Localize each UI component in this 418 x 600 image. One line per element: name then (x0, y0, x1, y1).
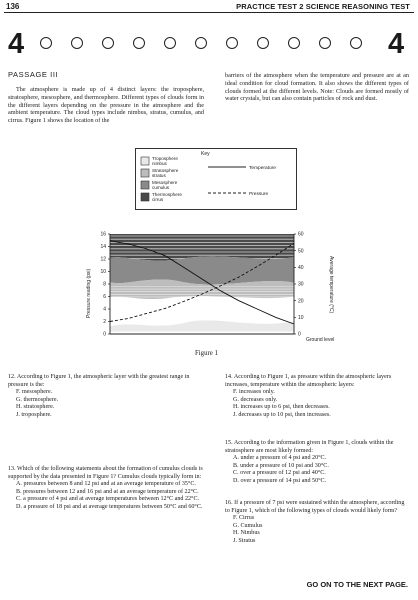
question-stem: According to the information given in Figure 1, clouds within the stratosphere are most likely formed: (225, 440, 394, 454)
question-number: 15. (225, 440, 233, 446)
banner-circle (195, 37, 207, 49)
section-number-right: 4 (388, 28, 405, 60)
answer-option[interactable]: F. increases only. (233, 389, 275, 396)
page-number: 136 (6, 2, 20, 11)
legend-label: Thermosphere (152, 192, 182, 197)
answer-option[interactable]: B. under a pressure of 10 psi and 30°C. (233, 462, 329, 469)
answer-option[interactable]: J. Stratus (233, 537, 256, 544)
answer-option[interactable]: F. mesosphere. (16, 389, 53, 396)
running-title: PRACTICE TEST 2 SCIENCE REASONING TEST (236, 2, 410, 11)
y2-axis-label: Average temperature (°C) (328, 256, 334, 314)
mesosphere-band (110, 256, 294, 284)
y-tick-label: 4 (103, 306, 106, 313)
y2-tick-label: 10 (298, 315, 304, 322)
banner-circle (350, 37, 362, 49)
banner-circle (164, 37, 176, 49)
question-13 (8, 466, 204, 512)
y-tick-label: 16 (100, 231, 106, 238)
legend-sublabel: stratus (152, 173, 166, 178)
answer-option[interactable]: J. troposphere. (16, 411, 52, 418)
legend-graphic (136, 149, 296, 209)
legend-swatch-troposphere (141, 157, 149, 165)
header-rule (4, 12, 414, 13)
y-tick-label: 12 (100, 256, 106, 263)
answer-option[interactable]: G. thermosphere. (16, 396, 59, 403)
y2-tick-label: 60 (298, 231, 304, 238)
legend-sublabel: nimbus (152, 161, 167, 166)
question-stem: According to Figure 1, the atmospheric layer with the greatest range in pressure is the: (8, 374, 190, 388)
answer-option[interactable]: B. pressures between 12 and 16 psi and at an average temperature of 22°C. (16, 488, 199, 495)
question-12 (8, 374, 204, 420)
y-tick-label: 10 (100, 269, 106, 276)
banner-circle (257, 37, 269, 49)
y-tick-label: 14 (100, 244, 106, 251)
question-14 (225, 374, 410, 420)
question-number: 12. (8, 374, 16, 380)
section-number-left: 4 (8, 28, 25, 60)
legend-swatch-mesosphere (141, 181, 149, 189)
answer-option[interactable]: A. under a pressure of 4 psi and 20°C. (233, 455, 327, 462)
y-axis-label: Pressure reading (psi) (86, 268, 92, 318)
y2-tick-label: 50 (298, 248, 304, 255)
figure-caption: Figure 1 (195, 350, 218, 357)
figure-legend (135, 148, 297, 210)
banner-circle (133, 37, 145, 49)
legend-label: Stratosphere (152, 168, 179, 173)
answer-option[interactable]: J. decreases up to 10 psi, then increases. (233, 411, 331, 418)
y2-tick-label: 30 (298, 281, 304, 288)
legend-swatch-thermosphere (141, 193, 149, 201)
legend-line-label: Temperature (249, 166, 276, 171)
y-tick-label: 0 (103, 331, 106, 338)
banner-circle (288, 37, 300, 49)
question-number: 14. (225, 374, 233, 380)
page-header (0, 0, 418, 14)
answer-option[interactable]: H. stratosphere. (16, 404, 55, 411)
banner-circle (40, 37, 52, 49)
answer-option[interactable]: H. increases up to 6 psi, then decreases. (233, 404, 330, 411)
y-tick-label: 6 (103, 294, 106, 301)
y2-tick-label: 0 (298, 331, 301, 338)
legend-line-label: Pressure (249, 192, 269, 197)
legend-label: Mesosphere (152, 180, 178, 185)
legend-sublabel: cirrus (152, 197, 164, 202)
answer-option[interactable]: A. pressures between 8 and 12 psi and at an average temperature of 35°C. (16, 481, 196, 488)
answer-option[interactable]: C. a pressure of 4 psi and at average temperatures between 12°C and 22°C. (16, 496, 200, 503)
legend-sublabel: cumulus (152, 185, 170, 190)
question-number: 16. (225, 500, 233, 506)
banner-circle (319, 37, 331, 49)
next-page-footer: GO ON TO THE NEXT PAGE. (306, 580, 408, 589)
passage-title: PASSAGE III (8, 70, 59, 79)
answer-option[interactable]: F. Cirrus (233, 515, 255, 522)
legend-label: Troposphere (152, 156, 178, 161)
legend-title: Key (201, 151, 210, 157)
answer-option[interactable]: H. Nimbus (233, 530, 260, 537)
y-tick-label: 2 (103, 319, 106, 326)
banner-circle (102, 37, 114, 49)
answer-option[interactable]: G. decreases only. (233, 396, 278, 403)
question-16 (225, 500, 410, 546)
answer-option[interactable]: D. over a pressure of 14 psi and 50°C. (233, 477, 327, 484)
passage-text-right: barriers of the atmosphere when the temperature and pressure are at an ideal condition for cloud formation. It also shows the different types of clouds formed at the different levels. Note: Clouds are formed mostly of water crystals, but can also contain particles of rock and dust. (225, 72, 409, 103)
question-15 (225, 440, 410, 486)
banner-circle (226, 37, 238, 49)
layer-bands (110, 234, 294, 334)
question-stem: According to Figure 1, as pressure within the atmospheric layers increases, temperature within the atmospheric layers: (225, 374, 392, 388)
banner-circle (71, 37, 83, 49)
legend-swatch-stratosphere (141, 169, 149, 177)
y2-tick-label: 40 (298, 265, 304, 272)
y-tick-label: 8 (103, 281, 106, 288)
answer-option[interactable]: C. over a pressure of 12 psi and 40°C. (233, 470, 326, 477)
question-number: 13. (8, 466, 16, 472)
atmosphere-chart (84, 226, 344, 348)
y2-tick-label: 20 (298, 298, 304, 305)
question-stem: If a pressure of 7 psi were sustained within the atmosphere, according to Figure 1, which of the following types of clouds would likely form? (225, 500, 405, 514)
answer-option[interactable]: D. a pressure of 18 psi and at average temperatures between 50°C and 60°C. (16, 503, 203, 510)
question-stem: Which of the following statements about the formation of cumulus clouds is supported by the data presented in Figure 1? Cumulus clouds typically form in: (8, 466, 203, 480)
ground-level-label: Ground level (306, 337, 335, 343)
passage-text-left: The atmosphere is made up of 4 distinct layers: the troposphere, stratosphere, mesosphere, and thermosphere. Different types of clouds form in the different layers depending on the pressure in the atmosphere and the ambient temperature. The cloud types include nimbus, stratus, cumulus, and cirrus. Figure 1 shows the location of the (8, 86, 204, 125)
answer-option[interactable]: G. Cumulus (233, 522, 263, 529)
